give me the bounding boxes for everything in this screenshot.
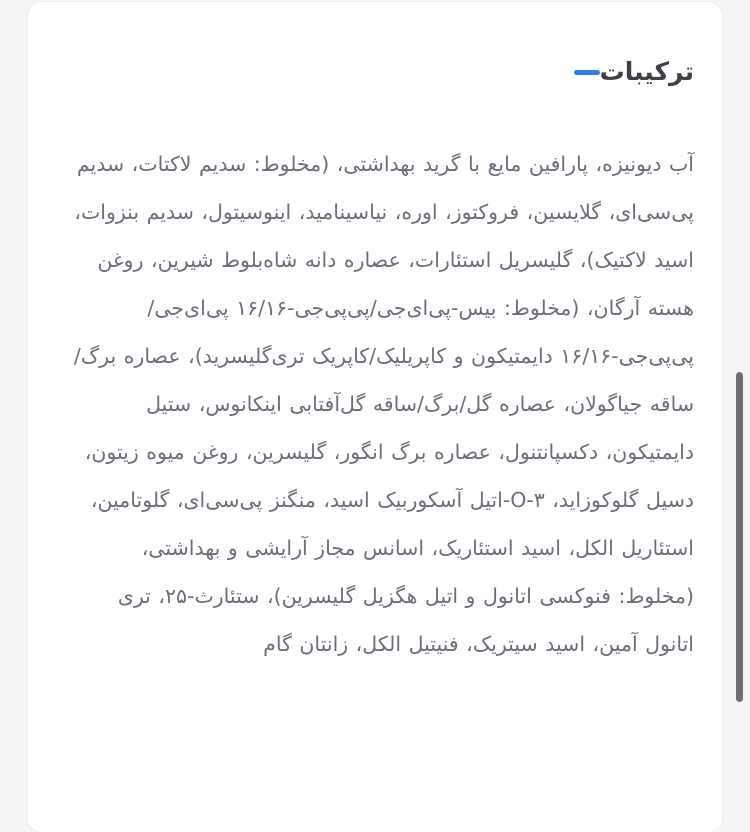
scrollbar-thumb[interactable] bbox=[736, 372, 743, 702]
title-accent-bar bbox=[574, 70, 600, 75]
section-title: ترکیبات bbox=[599, 57, 694, 86]
ingredients-text: آب دیونیزه، پارافین مایع با گرید بهداشتی، (مخلوط: سدیم لاکتات، سدیم پی‌سی‌ای، گلایسین، فروکتوز، اوره، نیاسینامید، اینوسیتول، سدیم بنزوات، اسید لاکتیک)، گلیسریل استئارات، عصاره دانه شاه‌بلوط شیرین، روغن هسته آرگان، (مخلوط: بیس-پی‌ای‌جی/پی‌پی‌جی-۱۶/۱۶ پی‌ای‌جی/پی‌پی‌جی-۱۶/۱۶ دایمتیکون و کاپریلیک/کاپریک تری‌گلیسرید)، عصاره برگ/ساقه جیاگولان، عصاره گل/برگ/ساقه گل‌آفتابی اینکانوس، ستیل دایمتیکون، دکسپانتنول، عصاره برگ انگور، گلیسرین، روغن میوه زیتون، دسیل گلوکوزاید، ۳-O-اتیل آسکوربیک اسید، منگنز پی‌سی‌ای، گلوتامین، استئاریل الکل، اسید استئاریک، اسانس مجاز آرایشی و بهداشتی، (مخلوط: فنوکسی اتانول و اتیل هگزیل گلیسرین)، ستئارث-۲۵، تری اتانول آمین، اسید سیتریک، فنیتیل الکل، زانتان گام bbox=[73, 152, 694, 656]
section-header bbox=[560, 52, 694, 92]
ingredients-card bbox=[28, 2, 722, 832]
